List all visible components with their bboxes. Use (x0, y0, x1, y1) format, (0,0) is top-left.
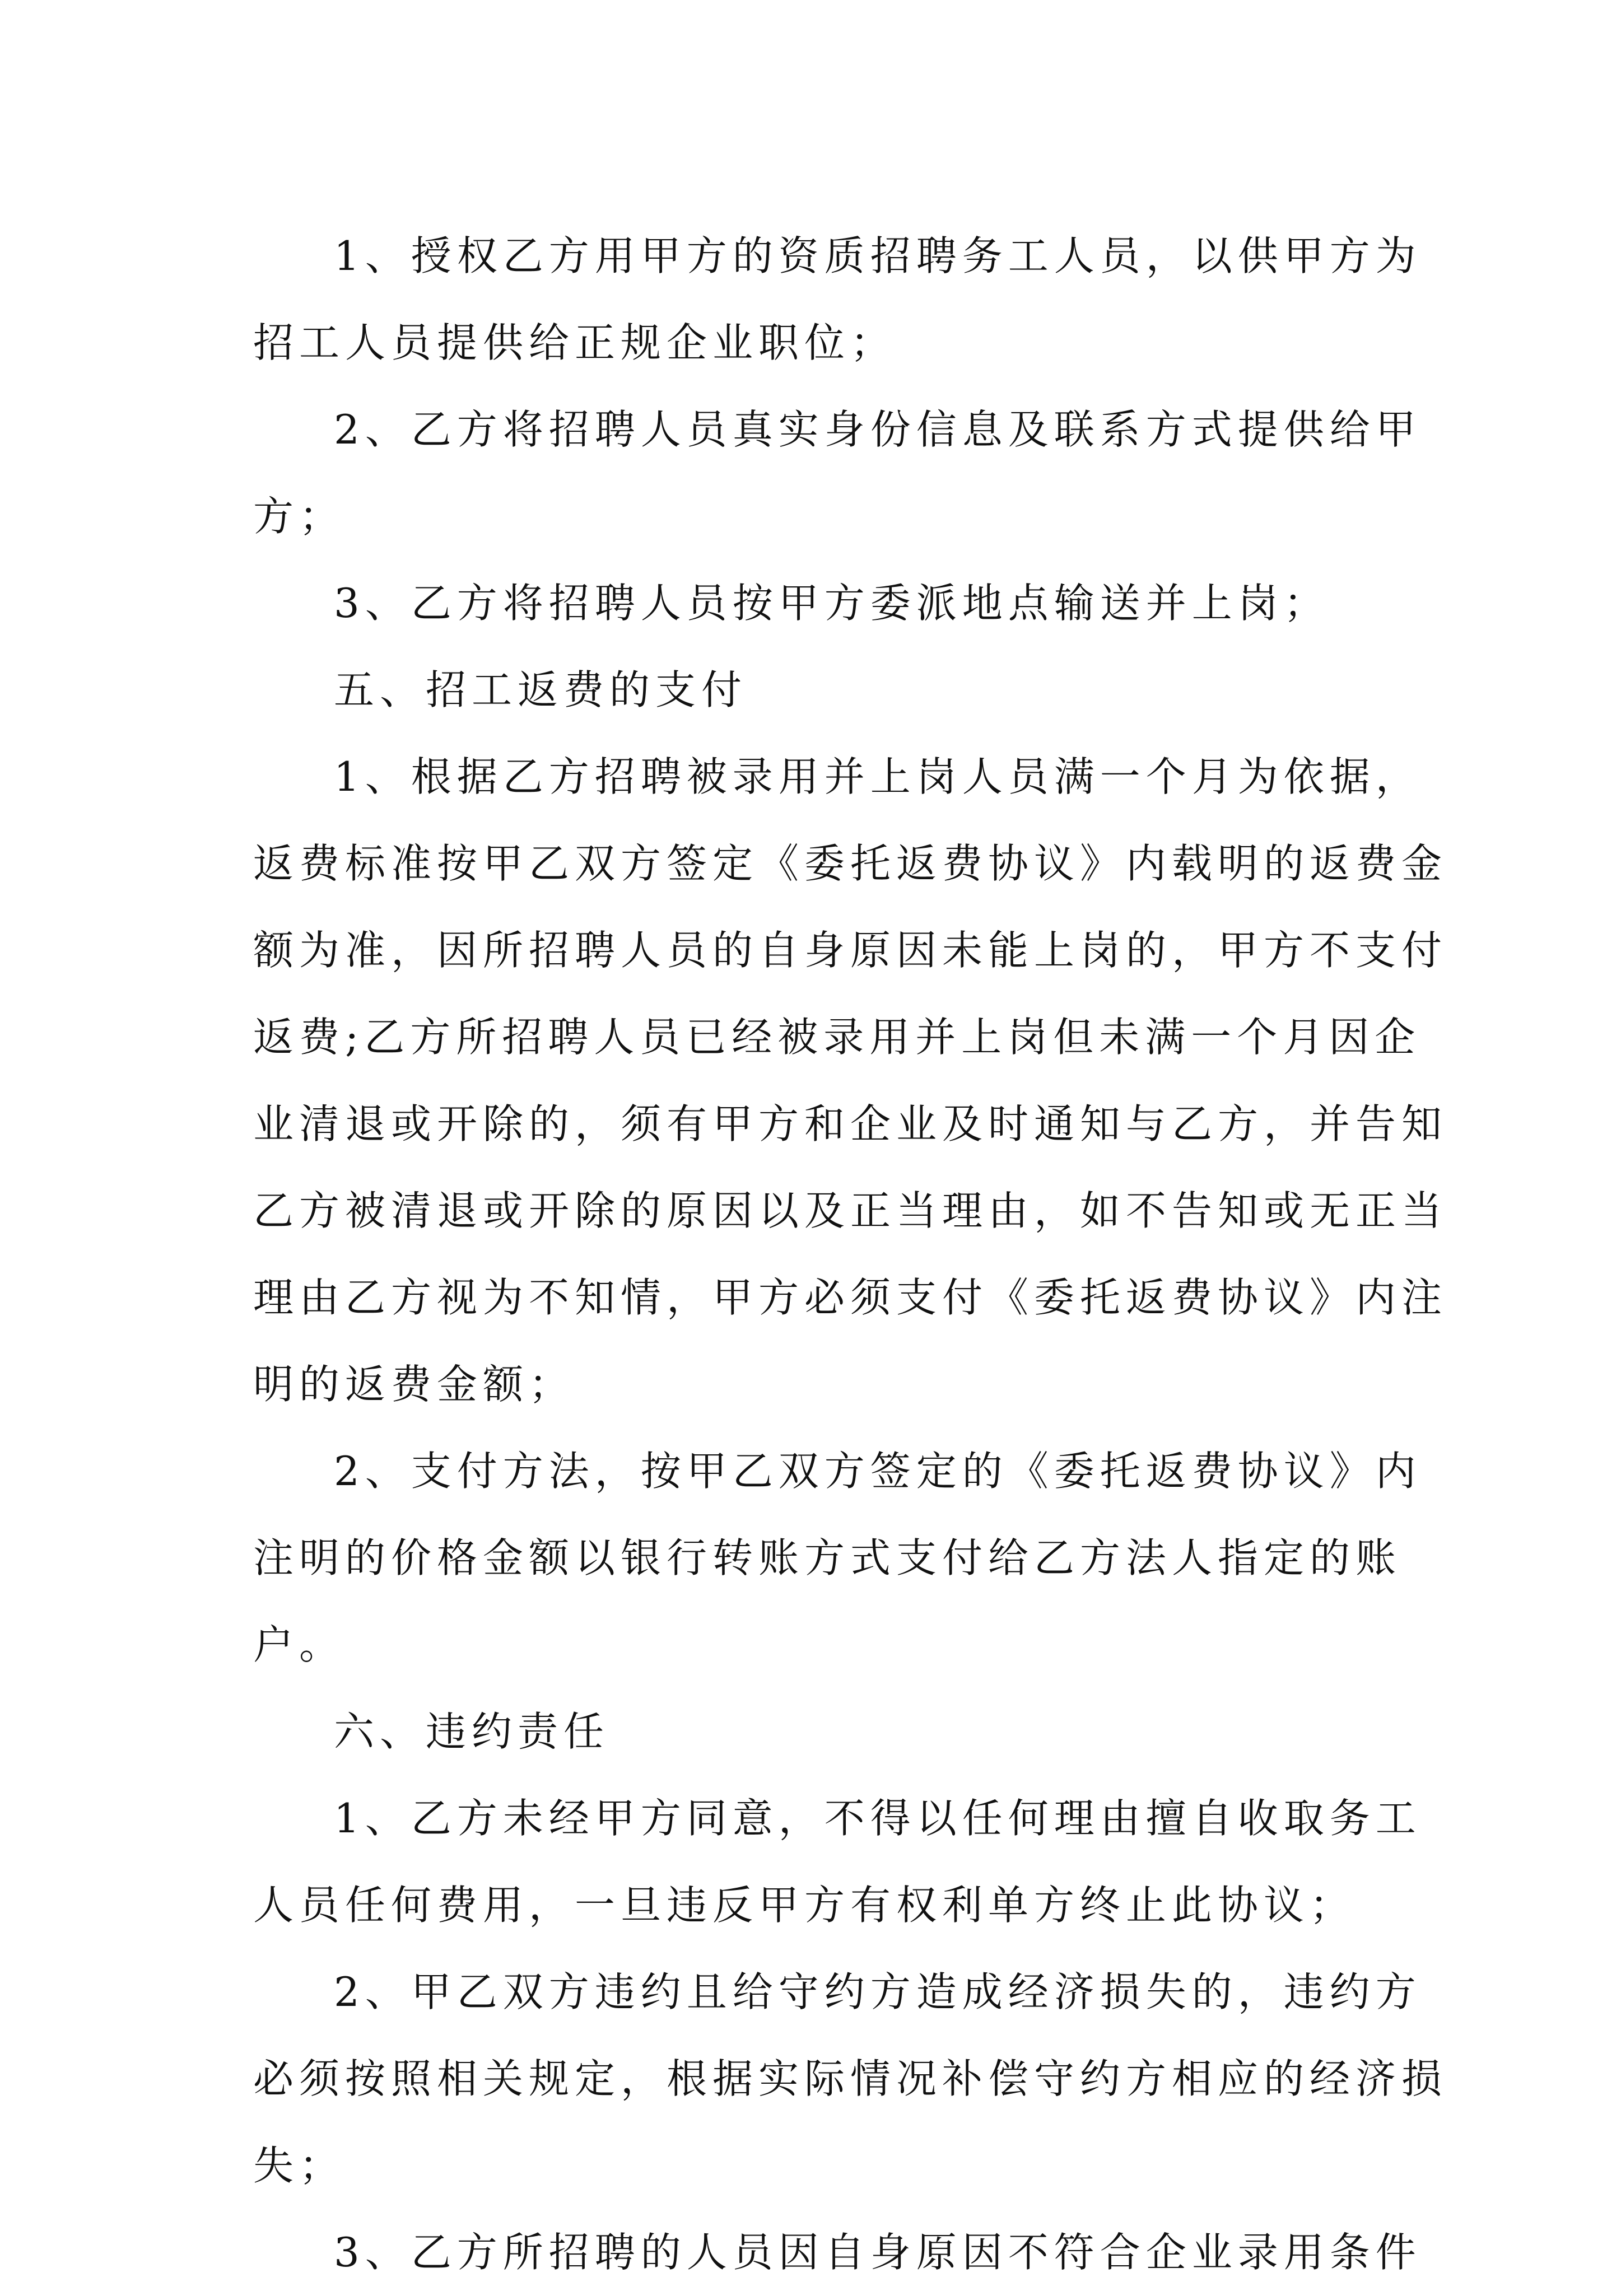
paragraph-line: 返费标准按甲乙双方签定《委托返费协议》内载明的返费金 (253, 840, 1448, 887)
paragraph-line: 1、乙方未经甲方同意，不得以任何理由擅自收取务工 (334, 1795, 1422, 1842)
section-heading: 六、违约责任 (334, 1708, 610, 1755)
paragraph-line: 户。 (253, 1621, 346, 1668)
paragraph-line: 方； (253, 493, 346, 540)
paragraph-line: 3、乙方将招聘人员按甲方委派地点输送并上岗； (334, 580, 1330, 627)
paragraph-line: 理由乙方视为不知情，甲方必须支付《委托返费协议》内注 (253, 1274, 1448, 1321)
document-body (253, 213, 1448, 2296)
paragraph-line: 明的返费金额； (253, 1361, 575, 1408)
paragraph-line: 2、支付方法，按甲乙双方签定的《委托返费协议》内 (334, 1448, 1422, 1495)
paragraph-line: 业清退或开除的，须有甲方和企业及时通知与乙方，并告知 (253, 1100, 1448, 1147)
paragraph-line: 必须按照相关规定，根据实际情况补偿守约方相应的经济损 (253, 2055, 1448, 2102)
paragraph-line: 额为准，因所招聘人员的自身原因未能上岗的，甲方不支付 (253, 927, 1448, 974)
paragraph-line: 返费;乙方所招聘人员已经被录用并上岗但未满一个月因企 (253, 1014, 1421, 1061)
section-heading: 五、招工返费的支付 (334, 666, 748, 713)
paragraph-line: 2、乙方将招聘人员真实身份信息及联系方式提供给甲 (334, 406, 1422, 453)
paragraph-line: 3、乙方所招聘的人员因自身原因不符合企业录用条件 (334, 2229, 1422, 2276)
paragraph-line: 失； (253, 2142, 346, 2189)
paragraph-line: 2、甲乙双方违约且给守约方造成经济损失的，违约方 (334, 1968, 1422, 2015)
paragraph-line: 人员任何费用，一旦违反甲方有权利单方终止此协议； (253, 1882, 1356, 1929)
paragraph-line: 乙方被清退或开除的原因以及正当理由，如不告知或无正当 (253, 1187, 1448, 1234)
paragraph-line: 1、授权乙方用甲方的资质招聘务工人员，以供甲方为 (334, 232, 1422, 279)
paragraph-line: 1、根据乙方招聘被录用并上岗人员满一个月为依据， (334, 753, 1422, 800)
paragraph-line: 注明的价格金额以银行转账方式支付给乙方法人指定的账 (253, 1534, 1402, 1581)
paragraph-line: 招工人员提供给正规企业职位； (253, 319, 897, 366)
